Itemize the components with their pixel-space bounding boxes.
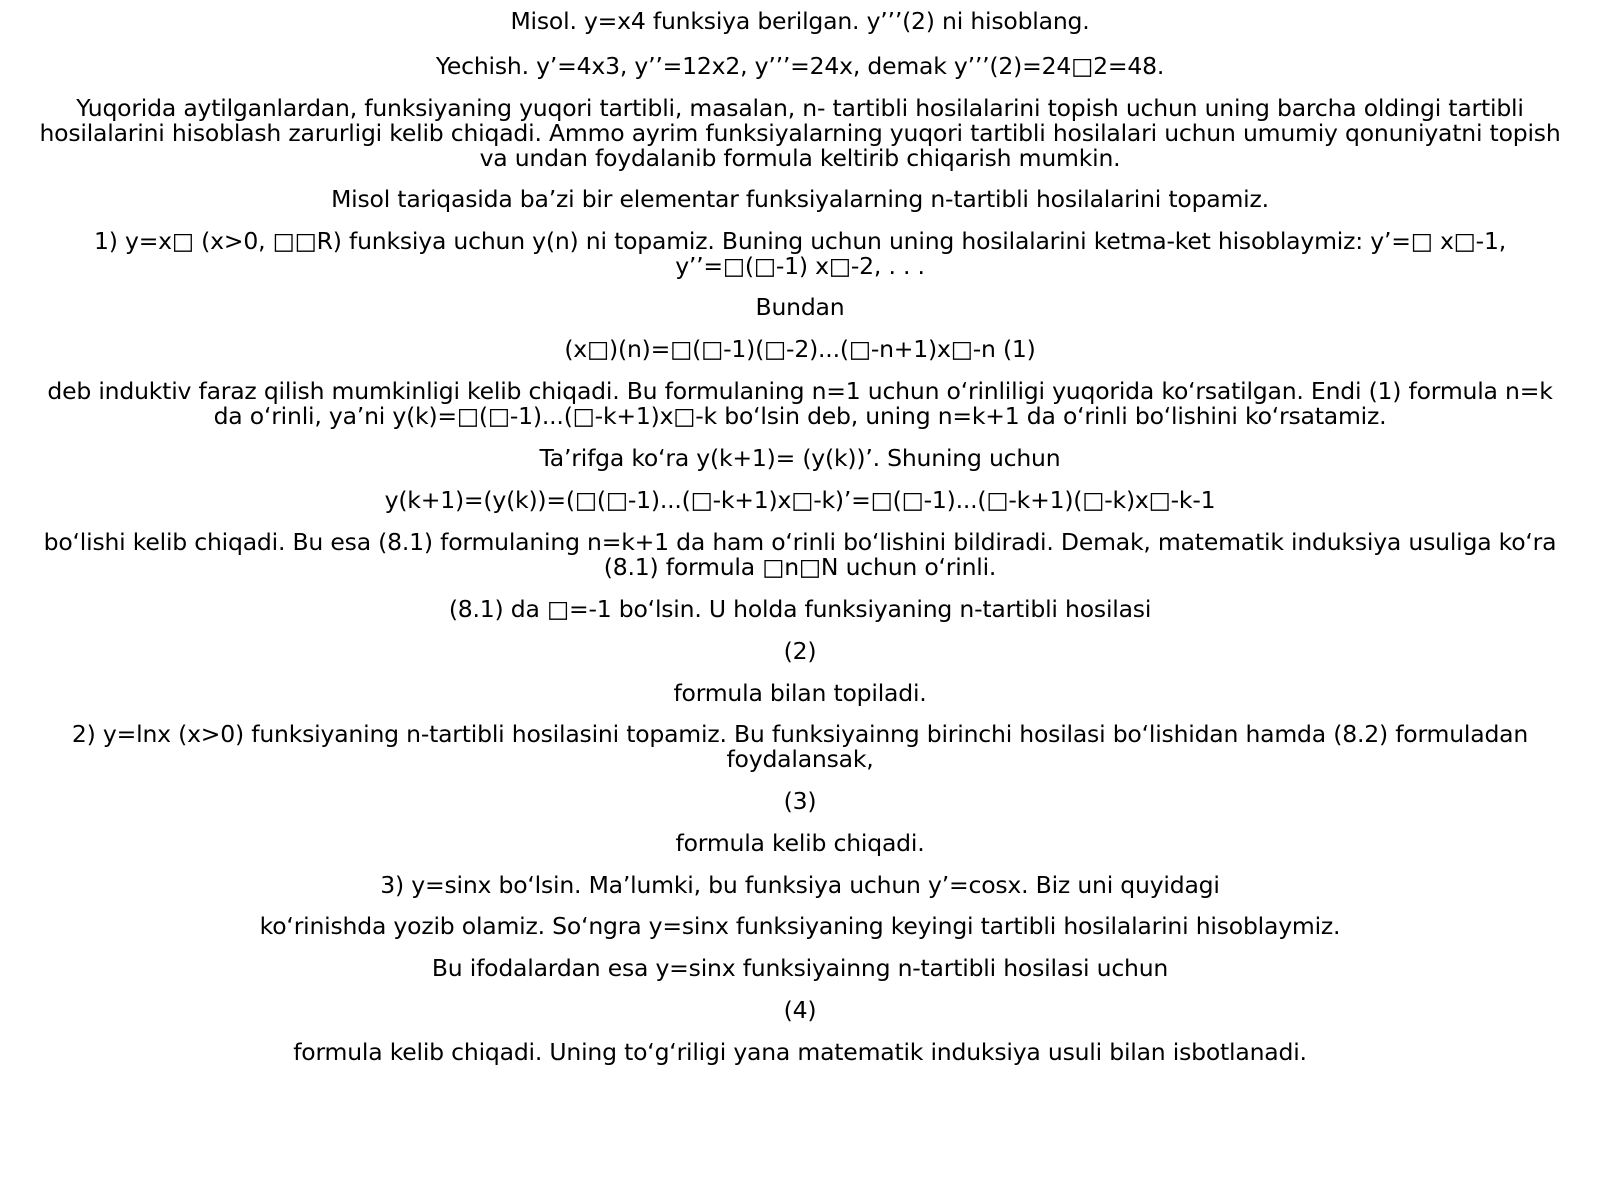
paragraph-rewrite: ko‘rinishda yozib olamiz. So‘ngra y=sinx funksiyaning keyingi tartibli hosilalarini hisoblaymiz. <box>259 912 1341 940</box>
paragraph-case-2: 2) y=lnx (x>0) funksiyaning n-tartibli hosilasini topamiz. Bu funksiyainng birinchi hosilasi bo‘lishidan hamda (8.2) formuladan foydalansak, <box>71 720 1529 773</box>
formula-derivation: y(k+1)=(y(k))=(□(□-1)...(□-k+1)x□-k)’=□(□-1)...(□-k+1)(□-k)x□-k-1 <box>384 486 1216 514</box>
paragraph-conclusion: bo‘lishi kelib chiqadi. Bu esa (8.1) formulaning n=k+1 da ham o‘rinli bo‘lishini bildiradi. Demak, matematik induksiya usuliga ko‘ra (8.1) formula □n□N uchun o‘rinli. <box>43 528 1557 581</box>
paragraph-case-alpha: (8.1) da □=-1 bo‘lsin. U holda funksiyaning n-tartibli hosilasi <box>448 595 1152 623</box>
paragraph-sin-result: Bu ifodalardan esa y=sinx funksiyainng n-tartibli hosilasi uchun <box>431 954 1169 982</box>
paragraph-formula-2: formula bilan topiladi. <box>673 679 927 707</box>
paragraph-induction: deb induktiv faraz qilish mumkinligi kelib chiqadi. Bu formulaning n=1 uchun o‘rinliligi yuqorida ko‘rsatilgan. Endi (1) formula n=k da o‘rinli, ya’ni y(k)=□(□-1)...(□-k+1)x□-k bo‘lsin deb, uning n=k+1 da o‘rinli bo‘lishini ko‘rsatamiz. <box>47 377 1553 430</box>
paragraph-solution: Yechish. y’=4x3, y’’=12x2, y’’’=24x, demak y’’’(2)=24□2=48. <box>435 52 1165 80</box>
formula-1: (x□)(n)=□(□-1)(□-2)...(□-n+1)x□-n (1) <box>564 335 1036 363</box>
paragraph-formula-3: formula kelib chiqadi. <box>675 829 925 857</box>
paragraph-example-heading: Misol tariqasida ba’zi bir elementar funksiyalarning n-tartibli hosilalarini topamiz. <box>331 185 1269 213</box>
paragraph-definition: Ta’rifga ko‘ra y(k+1)= (y(k))’. Shuning uchun <box>539 444 1061 472</box>
paragraph-example-title: Misol. y=x4 funksiya berilgan. y’’’(2) ni hisoblang. <box>510 7 1090 35</box>
formula-2-label: (2) <box>783 637 817 665</box>
paragraph-final: formula kelib chiqadi. Uning to‘g‘riligi yana matematik induksiya usuli bilan isbotlanadi. <box>293 1038 1307 1066</box>
paragraph-bundan: Bundan <box>755 293 845 321</box>
paragraph-intro: Yuqorida aytilganlardan, funksiyaning yuqori tartibli, masalan, n- tartibli hosilalarini topish uchun uning barcha oldingi tartibli hosilalarini hisoblash zarurligi kelib chiqadi. Ammo ayrim funksiyalarning yuqori tartibli hosilalari uchun umumiy qonuniyatni topish va undan foydalanib formula keltirib chiqarish mumkin. <box>39 94 1561 172</box>
formula-3-label: (3) <box>783 787 817 815</box>
paragraph-case-3: 3) y=sinx bo‘lsin. Ma’lumki, bu funksiya uchun y’=cosx. Biz uni quyidagi <box>380 871 1220 899</box>
paragraph-case-1: 1) y=x□ (x>0, □□R) funksiya uchun y(n) ni topamiz. Buning uchun uning hosilalarini ketma-ket hisoblaymiz: y’=□ x□-1, y’’=□(□-1) x□-2, . . . <box>94 227 1506 280</box>
formula-4-label: (4) <box>783 996 817 1024</box>
